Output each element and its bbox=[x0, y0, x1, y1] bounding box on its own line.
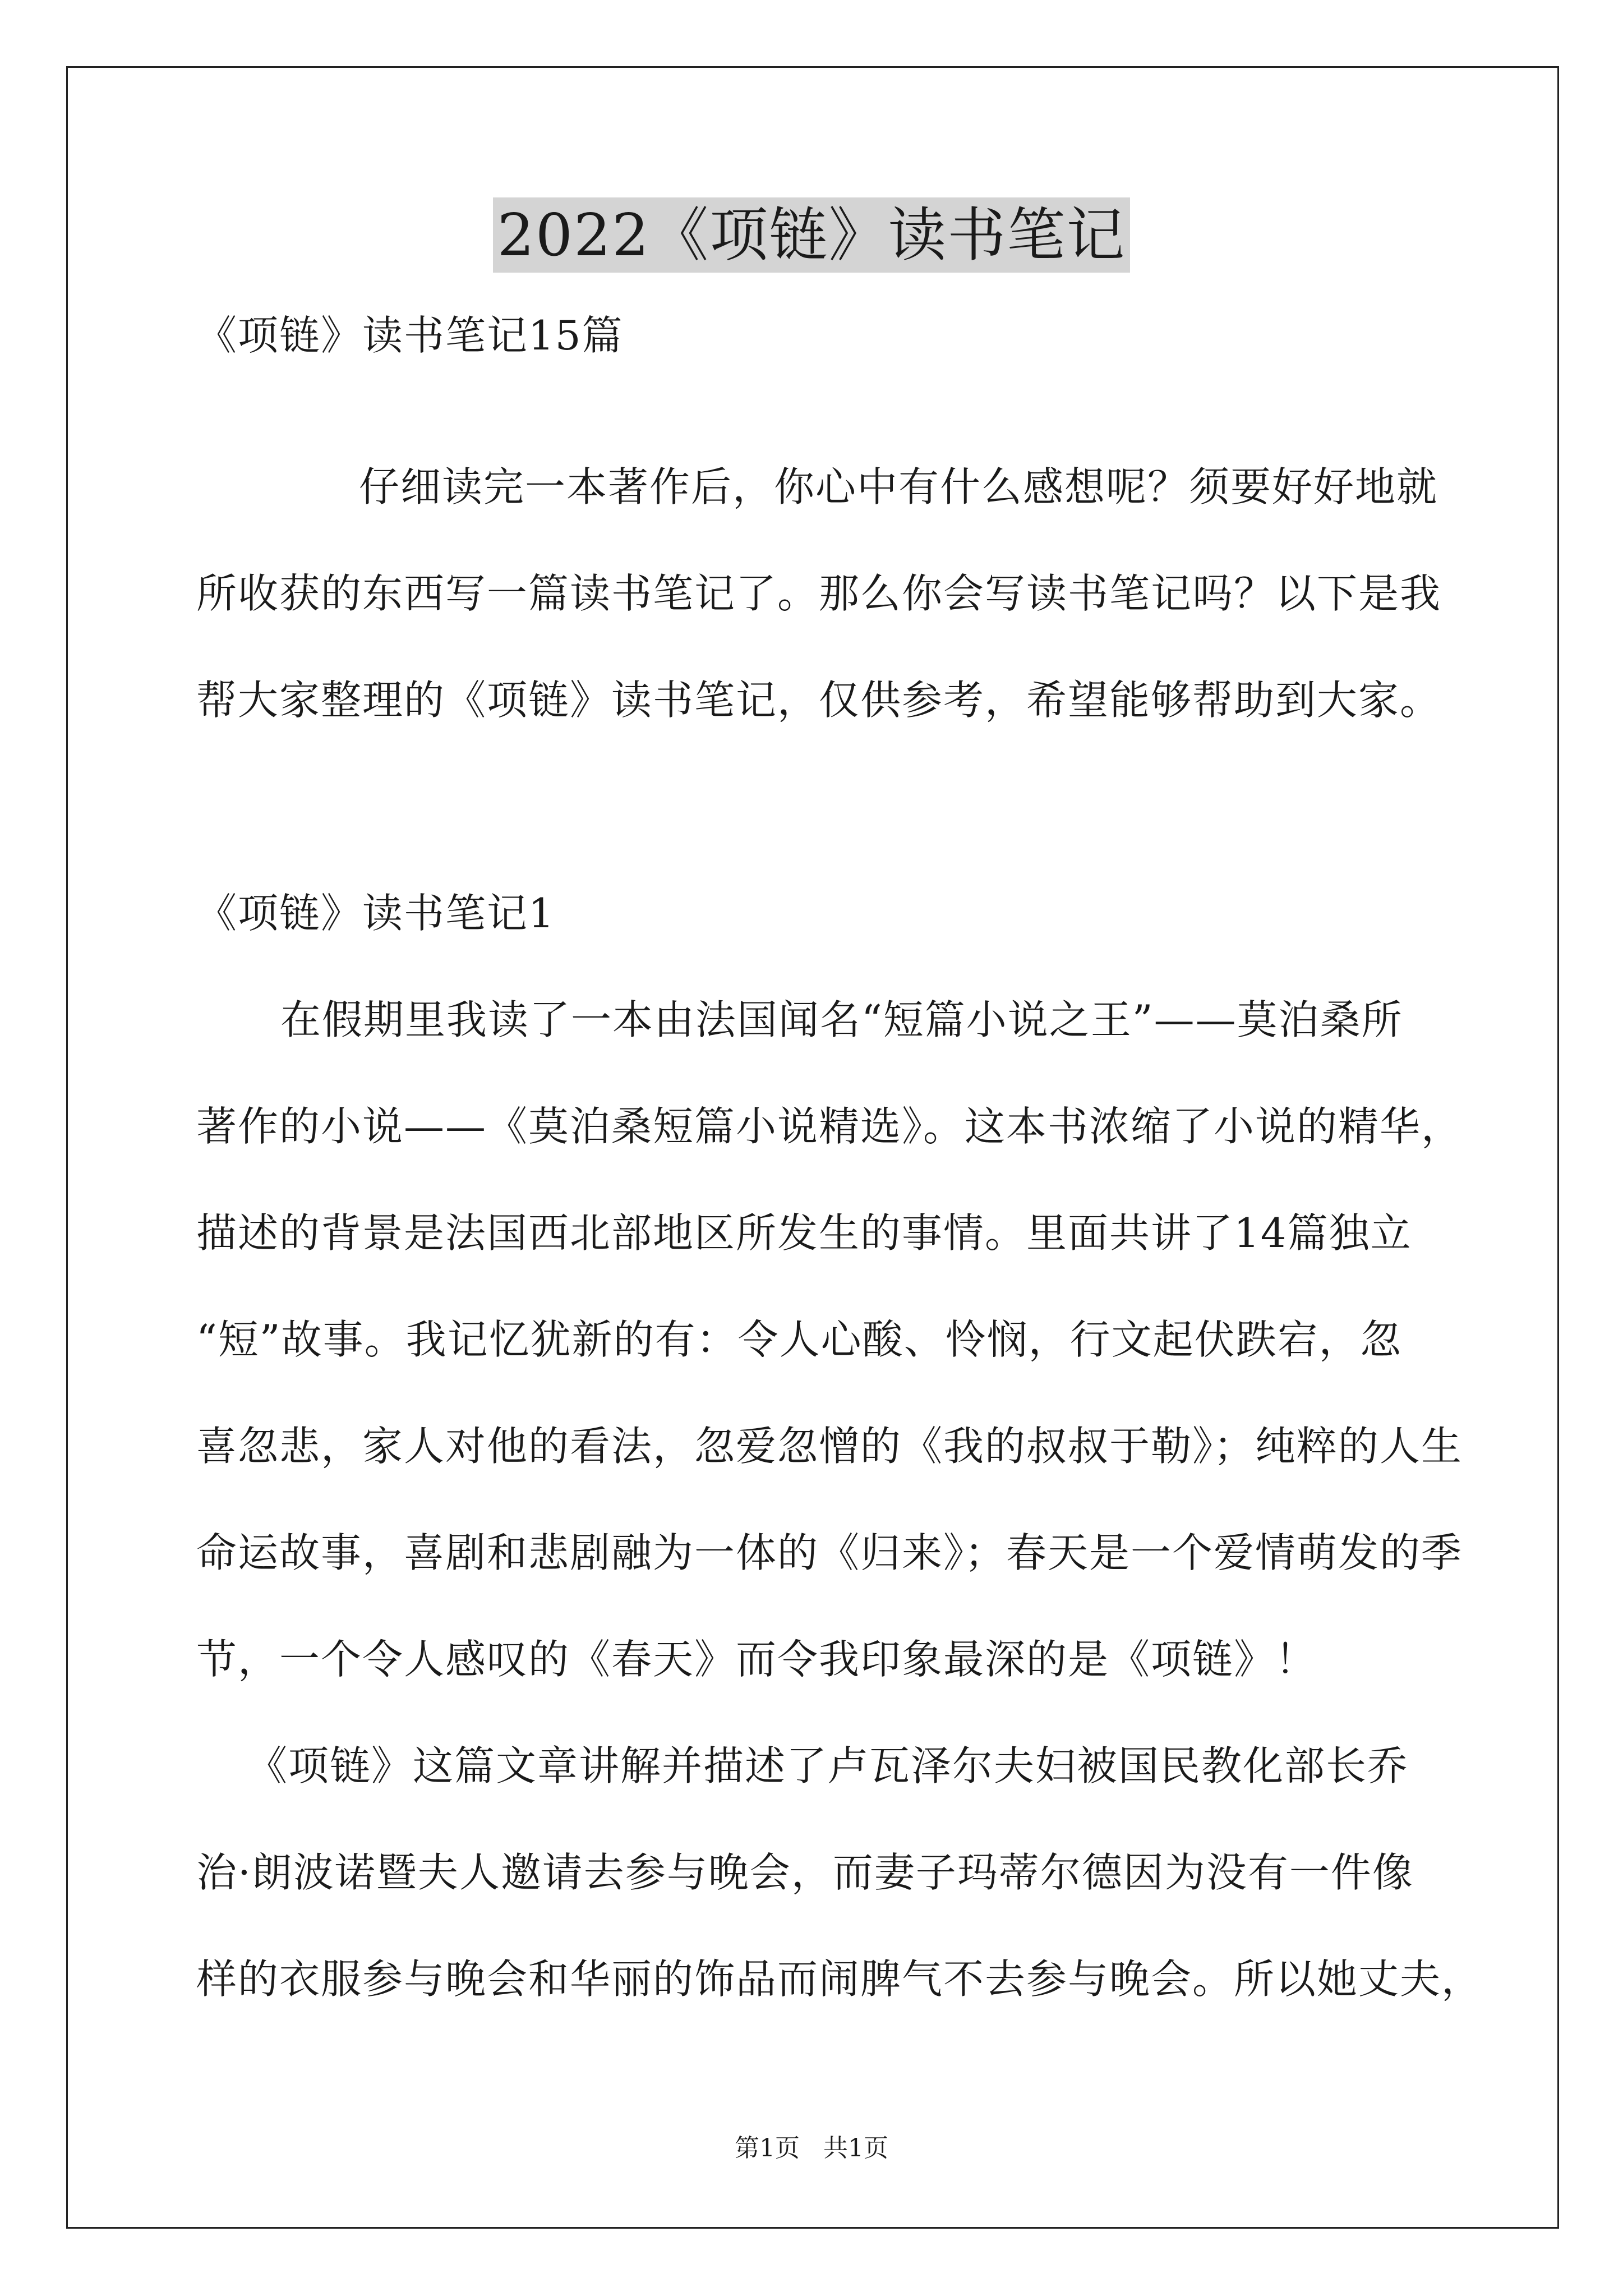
page-footer: 第1页 共1页 bbox=[735, 2134, 888, 2162]
intro-line: 所收获的东西写一篇读书笔记了。那么你会写读书笔记吗？以下是我 bbox=[196, 570, 1442, 617]
paragraph-line: 治·朗波诺暨夫人邀请去参与晚会，而妻子玛蒂尔德因为没有一件像 bbox=[196, 1849, 1414, 1896]
paragraph-line: 样的衣服参与晚会和华丽的饰品而闹脾气不去参与晚会。所以她丈夫， bbox=[196, 1955, 1483, 2003]
intro-line: 帮大家整理的《项链》读书笔记，仅供参考，希望能够帮助到大家。 bbox=[196, 677, 1442, 724]
paragraph-line: 节，一个令人感叹的《春天》而令我印象最深的是《项链》！ bbox=[196, 1636, 1317, 1683]
document-title-wrap bbox=[0, 197, 1623, 276]
intro-line: 仔细读完一本著作后，你心中有什么感想呢？须要好好地就 bbox=[359, 463, 1438, 510]
paragraph-line: 喜忽悲，家人对他的看法，忽爱忽憎的《我的叔叔于勒》；纯粹的人生 bbox=[196, 1423, 1463, 1470]
subtitle: 《项链》读书笔记15篇 bbox=[196, 312, 624, 359]
paragraph-line: 命运故事，喜剧和悲剧融为一体的《归来》；春天是一个爱情萌发的季 bbox=[196, 1529, 1463, 1576]
paragraph-line: 在假期里我读了一本由法国闻名“短篇小说之王”——莫泊桑所 bbox=[280, 996, 1403, 1043]
paragraph-line: “短”故事。我记忆犹新的有：令人心酸、怜悯，行文起伏跌宕，忽 bbox=[196, 1316, 1402, 1363]
section-heading: 《项链》读书笔记1 bbox=[196, 890, 555, 937]
paragraph-line: 著作的小说——《莫泊桑短篇小说精选》。这本书浓缩了小说的精华， bbox=[196, 1103, 1463, 1150]
paragraph-line: 《项链》这篇文章讲解并描述了卢瓦泽尔夫妇被国民教化部长乔 bbox=[247, 1742, 1409, 1789]
document-title: 2022《项链》读书笔记 bbox=[493, 197, 1131, 273]
paragraph-line: 描述的背景是法国西北部地区所发生的事情。里面共讲了14篇独立 bbox=[196, 1209, 1412, 1257]
